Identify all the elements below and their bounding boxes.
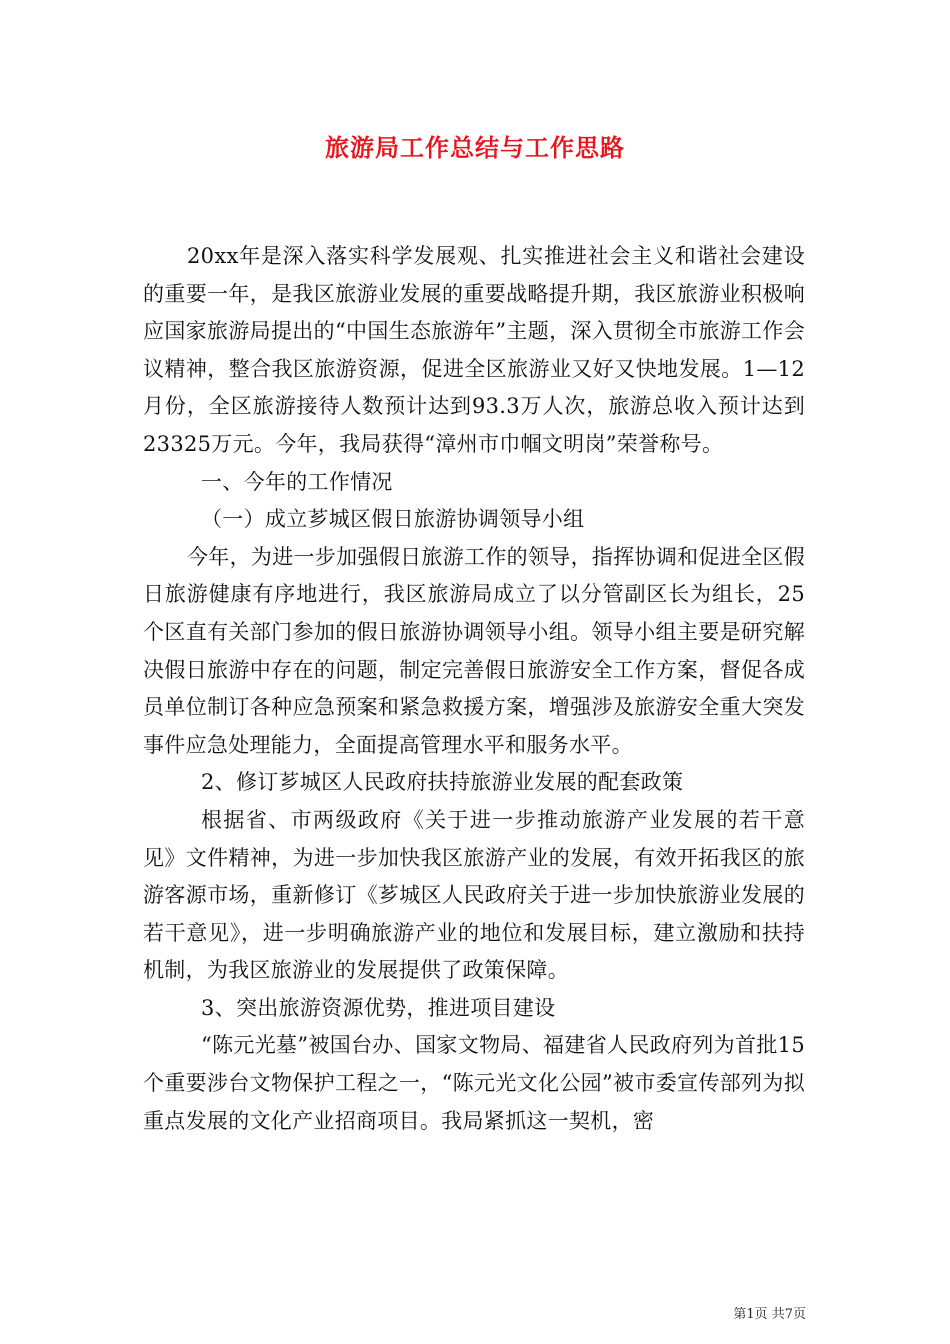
- paragraph-body: 根据省、市两级政府《关于进一步推动旅游产业发展的若干意见》文件精神，为进一步加快我区旅游产业的发展，有效开拓我区的旅游客源市场，重新修订《芗城区人民政府关于进一步加快旅游业发展的若干意见》，进一步明确旅游产业的地位和发展目标，建立激励和扶持机制，为我区旅游业的发展提供了政策保障。: [143, 807, 805, 983]
- subsection-heading: （一）成立芗城区假日旅游协调领导小组: [201, 507, 585, 532]
- subsection-heading: 2、修订芗城区人民政府扶持旅游业发展的配套政策: [201, 770, 684, 795]
- paragraph-intro: 20xx年是深入落实科学发展观、扎实推进社会主义和谐社会建设的重要一年，是我区旅游业发展的重要战略提升期，我区旅游业积极响应国家旅游局提出的“中国生态旅游年”主题，深入贯彻全市旅游工作会议精神，整合我区旅游资源，促进全区旅游业又好又快地发展。1—12月份，全区旅游接待人数预计达到93.3万人次，旅游总收入预计达到23325万元。今年，我局获得“漳州市巾帼文明岗”荣誉称号。: [143, 244, 805, 456]
- document-body: [143, 238, 805, 1140]
- page-number: 第1页 共7页: [733, 1307, 806, 1322]
- paragraph-body: 今年，为进一步加强假日旅游工作的领导，指挥协调和促进全区假日旅游健康有序地进行，我区旅游局成立了以分管副区长为组长，25个区直有关部门参加的假日旅游协调领导小组。领导小组主要是研究解决假日旅游中存在的问题，制定完善假日旅游安全工作方案，督促各成员单位制订各种应急预案和紧急救援方案，增强涉及旅游安全重大突发事件应急处理能力，全面提高管理水平和服务水平。: [143, 544, 805, 757]
- paragraph-body: “陈元光墓”被国台办、国家文物局、福建省人民政府列为首批15个重要涉台文物保护工程之一，“陈元光文化公园”被市委宣传部列为拟重点发展的文化产业招商项目。我局紧抓这一契机，密: [143, 1033, 805, 1133]
- document-title: 旅游局工作总结与工作思路: [325, 133, 625, 162]
- section-heading: 一、今年的工作情况: [201, 469, 393, 494]
- subsection-heading: 3、突出旅游资源优势，推进项目建设: [201, 995, 556, 1020]
